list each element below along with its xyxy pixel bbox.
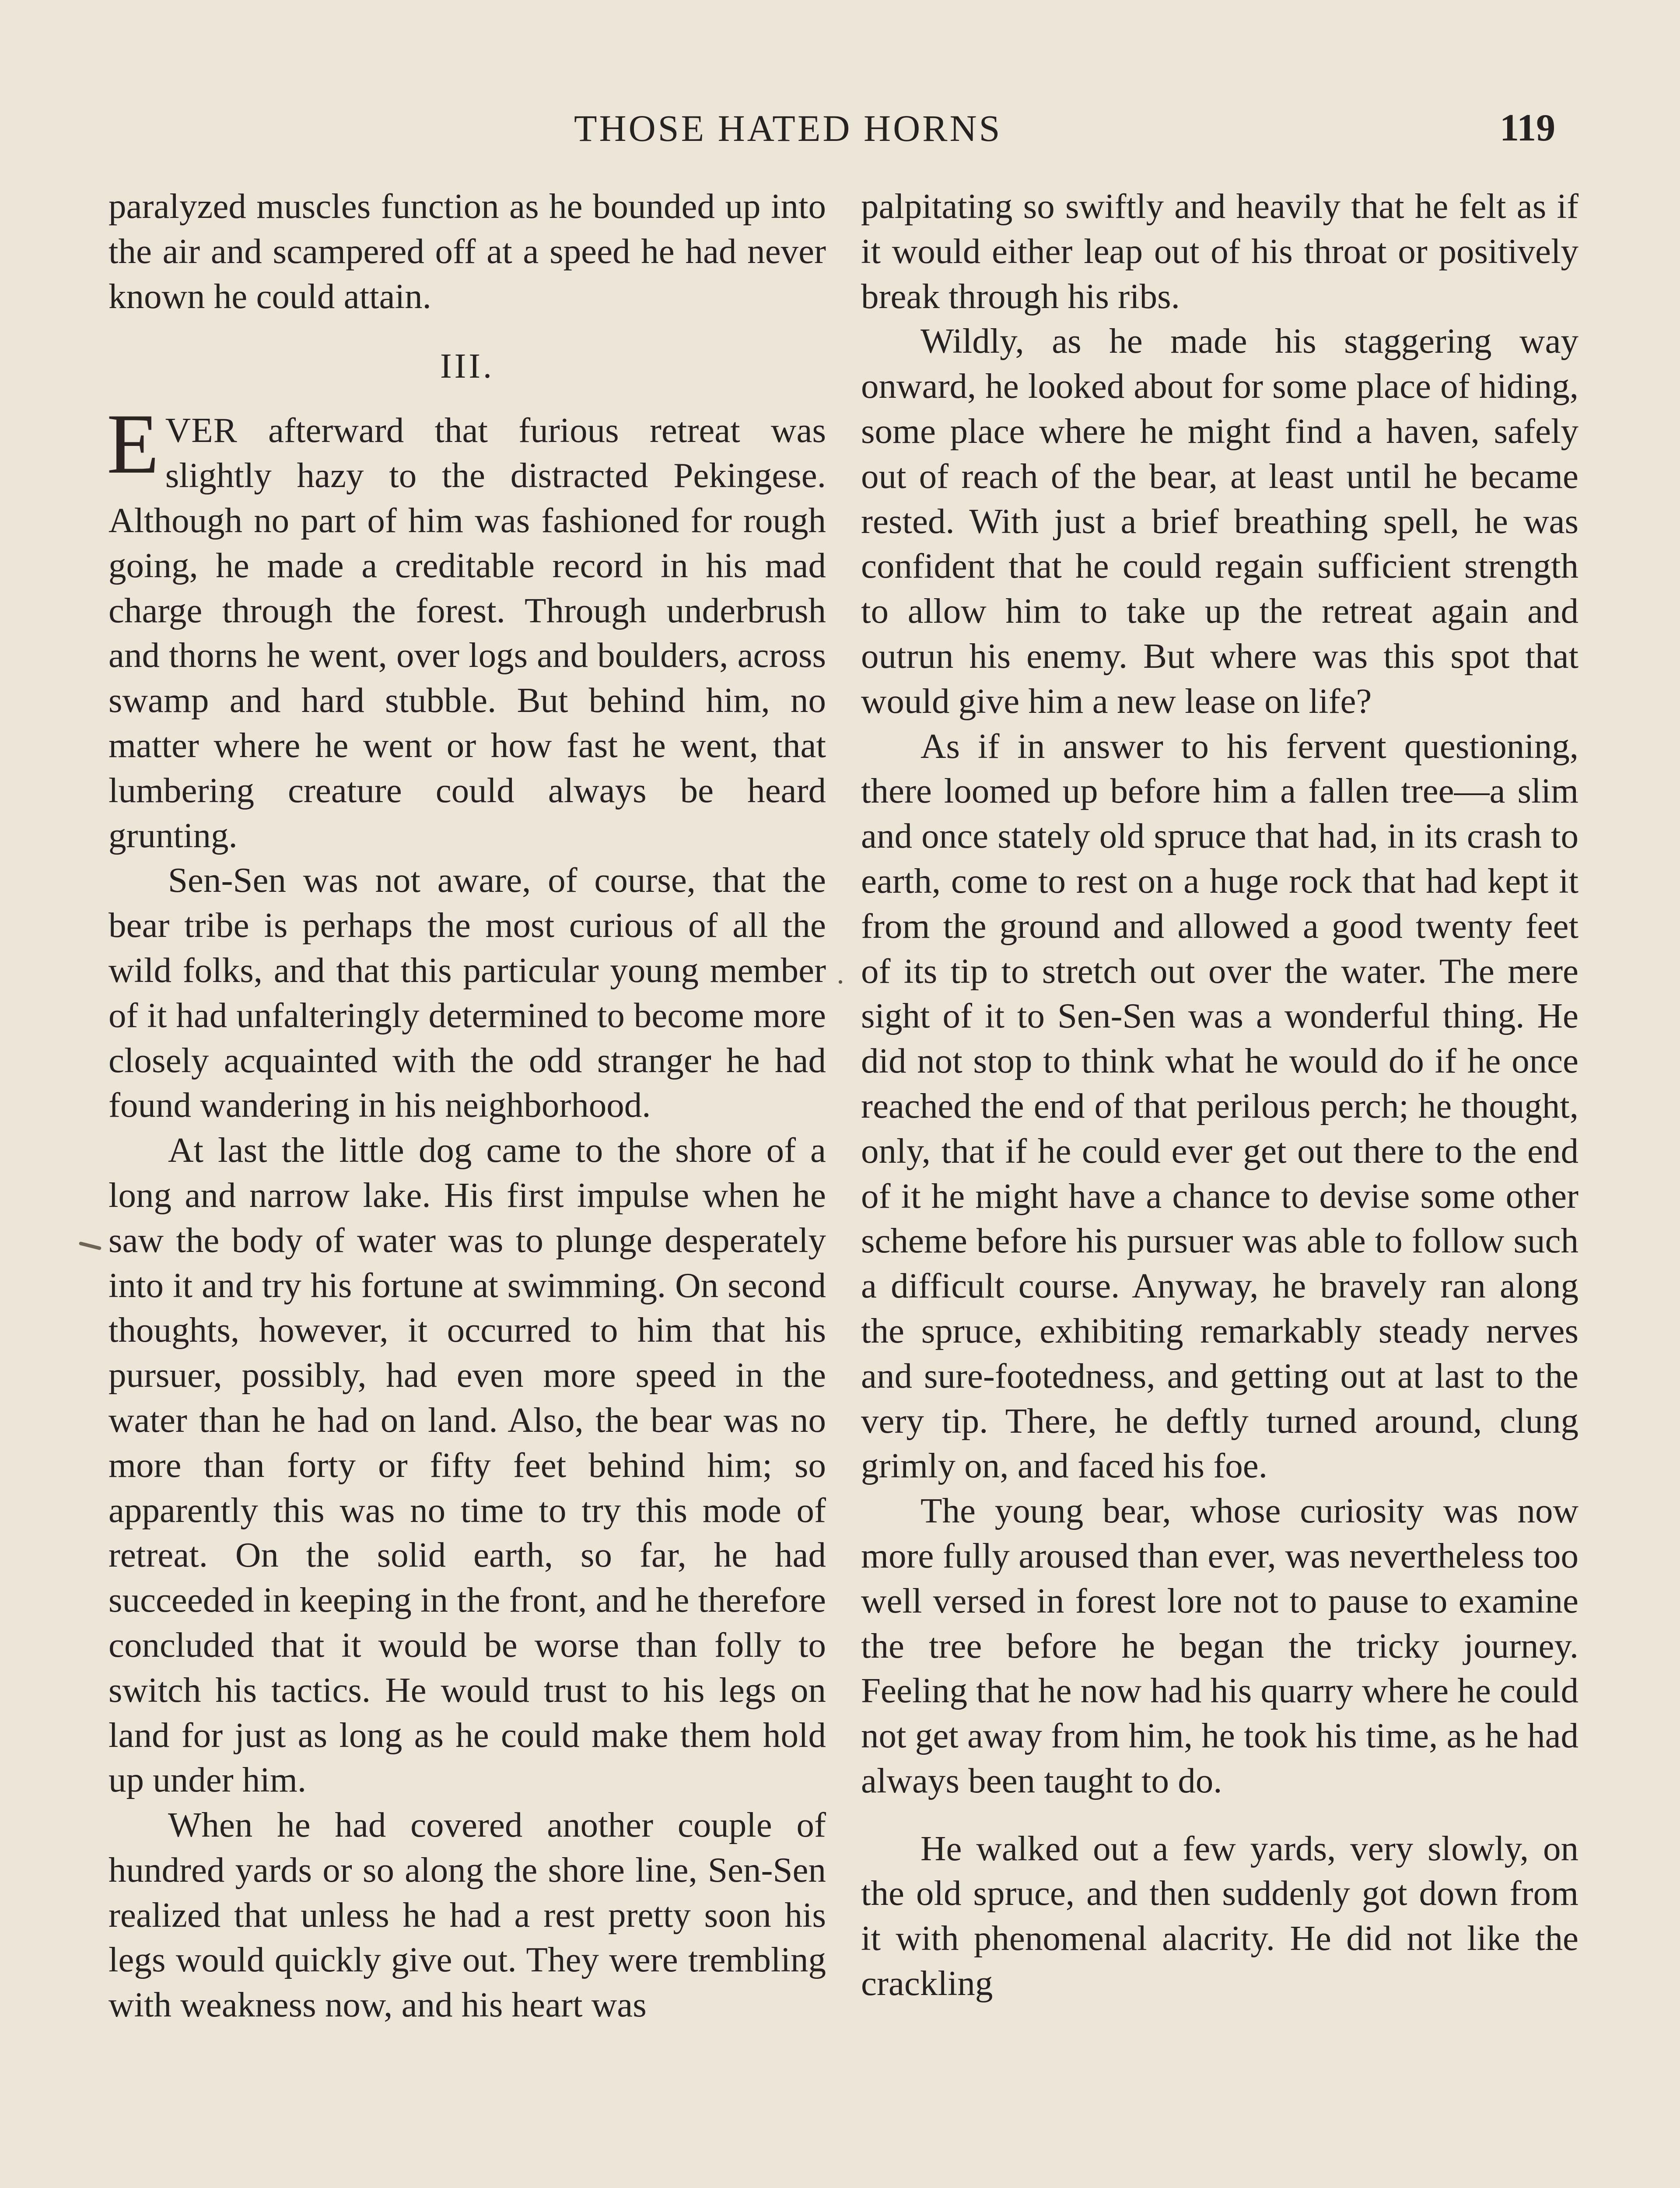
running-title: THOSE HATED HORNS xyxy=(574,107,1002,149)
paragraph: When he had covered another couple of hundred yards or so along the shore line, Sen-Sen realized that unless he had a rest pretty soon his legs would quickly give out. They were trembling with weakness now, and his heart was xyxy=(108,1805,826,2025)
paragraph: He walked out a few yards, very slowly, on the old spruce, and then suddenly got down from it with phenomenal alacrity. He did not like the crackling xyxy=(861,1828,1578,2003)
paragraph: Wildly, as he made his staggering way onward, he looked about for some place of hiding, some place where he might find a haven, safely out of reach of the bear, at least until he became rested. With just a brief breathing spell, he was confident that he could regain sufficient strength to allow him to take up the retreat again and outrun his enemy. But where was this spot that would give him a new lease on life? xyxy=(861,321,1578,721)
section-heading: III. xyxy=(440,347,494,386)
paragraph: paralyzed muscles function as he bounded up into the air and scampered off at a speed he had never known he could attain. xyxy=(108,186,826,316)
left-column xyxy=(108,184,826,2188)
drop-cap: E xyxy=(107,396,159,492)
page-number: 119 xyxy=(1500,107,1556,149)
page-header xyxy=(0,100,1680,157)
print-speck xyxy=(839,980,842,984)
paragraph-text: afterward that furious retreat was slightly hazy to the distracted Pekingese. Although no part of him was fashioned for rough going, he made a creditable record in his mad charge through the forest. Through underbrush and thorns he went, over logs and boulders, across swamp and hard stubble. But behind him, no matter where he went or how fast he went, that lumbering creature could always be heard grunting. xyxy=(108,410,826,855)
dropcap-word-rest: VER xyxy=(165,410,238,450)
print-mark xyxy=(79,1241,102,1250)
paragraph: palpitating so swiftly and heavily that he felt as if it would either leap out of his throat or positively break through his ribs. xyxy=(861,186,1578,316)
paragraph: As if in answer to his fervent questioning, there loomed up before him a fallen tree—a slim and once stately old spruce that had, in its crash to earth, come to rest on a huge rock that had kept it from the ground and allowed a good twenty feet of its tip to stretch out over the water. The mere sight of it to Sen-Sen was a wonderful thing. He did not stop to think what he would do if he once reached the end of that perilous perch; he thought, only, that if he could ever get out there to the end of it he might have a chance to devise some other scheme before his pursuer was able to follow such a difficult course. Anyway, he bravely ran along the spruce, exhibiting remarkably steady nerves and sure-footedness, and getting out at last to the very tip. There, he deftly turned around, clung grimly on, and faced his foe. xyxy=(861,726,1578,1486)
right-column xyxy=(861,184,1578,2188)
paragraph-with-dropcap xyxy=(107,396,826,858)
paragraph: The young bear, whose curiosity was now more fully aroused than ever, was nevertheless too well versed in forest lore not to pause to examine the tree before he began the tricky journey. Feeling that he now had his quarry where he could not get away from him, he took his time, as he had always been taught to do. xyxy=(861,1491,1578,1800)
paragraph: At last the little dog came to the shore of a long and narrow lake. His first impulse when he saw the body of water was to plunge desperately into it and try his fortune at swimming. On second thoughts, however, it occurred to him that his pursuer, possibly, had even more speed in the water than he had on land. Also, the bear was no more than forty or fifty feet behind him; so apparently this was no time to try this mode of retreat. On the solid earth, so far, he had succeeded in keeping in the front, and he therefore concluded that it would be worse than folly to switch his tactics. He would trust to his legs on land for just as long as he could make them hold up under him. xyxy=(108,1130,826,1800)
paragraph: Sen-Sen was not aware, of course, that the bear tribe is perhaps the most curious of all the wild folks, and that this particular young member of it had unfalteringly determined to become more closely acquainted with the odd stranger he had found wandering in his neighborhood. xyxy=(108,860,826,1125)
